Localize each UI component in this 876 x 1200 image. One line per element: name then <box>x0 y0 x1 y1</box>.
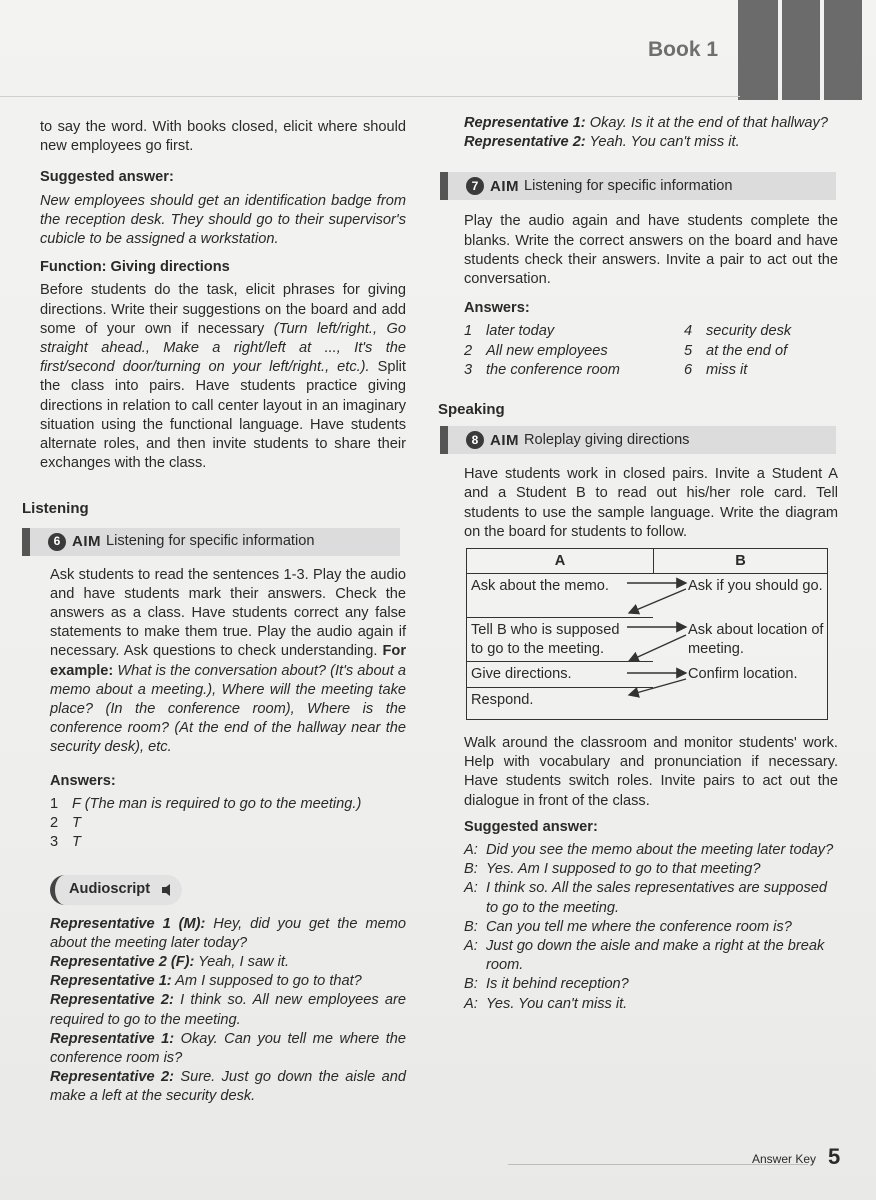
aim-6-number: 6 <box>48 533 66 551</box>
function-text-b: Split the class into pairs. Have students practice giving directions in relation to call center layout in an imaginary situation using the functional language. Have students alternate roles, and then invite students to share their exchanges with the class. <box>40 359 406 472</box>
audioscript-label: Audioscript <box>50 875 182 905</box>
aim-6-instructions <box>50 566 406 758</box>
right-column <box>438 114 838 1014</box>
header-bar <box>738 0 778 100</box>
arrow-left-icon <box>629 679 686 695</box>
intro-text: to say the word. With books closed, elicit where should new employees go first. <box>40 119 406 155</box>
aim-6-text-bold: For example: <box>50 643 406 679</box>
diagram-arrows <box>467 549 829 721</box>
dialogue-line: A: Yes. You can't miss it. <box>464 995 628 1012</box>
dialogue-line: B: Is it behind reception? <box>464 976 629 993</box>
audioscript-line: Representative 2 (F): Yeah, I saw it. <box>50 953 290 970</box>
answer-item: 1 later today <box>464 323 555 340</box>
audioscript-line: Representative 1: Okay. Can you tell me where the conference room is? <box>50 1030 406 1066</box>
answers-list <box>50 795 406 853</box>
diagram-col-b: B <box>735 553 746 570</box>
aim-8-bar <box>440 426 836 454</box>
answer-item: 3 the conference room <box>464 361 620 378</box>
dialogue-line: A: Did you see the memo about the meeting later today? <box>464 842 834 859</box>
diagram-cell-a2: Tell B who is supposed to go to the meeting. <box>471 622 620 658</box>
function-text-italic: (Turn left/right., Go straight ahead., Make a right/left at ..., It's the first/second door/turning on your left/right., etc.). <box>40 320 406 376</box>
diagram-col-a: A <box>467 549 654 573</box>
audioscript <box>50 915 406 1107</box>
diagram-cell-a3: Give directions. <box>471 666 572 683</box>
left-column <box>22 118 406 1107</box>
answers-heading: Answers: <box>50 772 116 789</box>
answer-item: 3 T <box>50 834 81 851</box>
diagram-cell-b3: Confirm location. <box>688 666 798 683</box>
aim-7-label: AIM <box>490 177 519 195</box>
dialogue-line: A: I think so. All the sales representatives are supposed to go to the meeting. <box>464 880 827 916</box>
diagram-cell-b1: Ask if you should go. <box>688 578 823 595</box>
aim-6-text-italic: What is the conversation about? (It's about a memo about a meeting.), Where will the meeting take place? (In the conference room), Where is the conference room? (At the end of the hallway near the security desk), etc. <box>50 662 406 756</box>
dialogue-line: B: Can you tell me where the conference room is? <box>464 918 792 935</box>
dialogue-line: A: Just go down the aisle and make a right at the break room. <box>464 938 825 974</box>
aim-8-text: Roleplay giving directions <box>524 431 690 448</box>
function-text-a: Before students do the task, elicit phrases for giving directions. Write their suggestions on the board and add some of your own if necessary <box>40 282 406 337</box>
audioscript-line: Representative 1: Okay. Is it at the end of that hallway? <box>464 115 828 131</box>
diagram-cell-a4: Respond. <box>471 692 534 709</box>
aim-7-number: 7 <box>466 177 484 195</box>
listening-heading: Listening <box>22 500 89 518</box>
aim-6-text-a: Ask students to read the sentences 1-3. Play the audio and have students mark their answers. Check the answers as a class. Have students correct any false statements to make them true. Play the audio again if necessary. Ask questions to check understanding. <box>50 566 406 660</box>
header-rule <box>0 96 740 97</box>
footer-label: Answer Key <box>752 1152 817 1166</box>
aim-7-instructions: Play the audio again and have students complete the blanks. Write the correct answers on the board and have students check their answers. Invite a pair to act out the conversation. <box>464 213 838 288</box>
aim-6-label: AIM <box>72 533 101 551</box>
aim-7-bar <box>440 172 836 200</box>
arrow-left-icon <box>629 635 686 661</box>
audioscript-line: Representative 1: Am I supposed to go to that? <box>50 973 362 990</box>
answer-item: 1 F (The man is required to go to the meeting.) <box>50 795 362 812</box>
audioscript-line: Representative 2: Yeah. You can't miss it. <box>464 134 740 151</box>
audioscript-pill-wrap <box>50 875 406 905</box>
walk-around-text: Walk around the classroom and monitor students' work. Help with vocabulary and pronunciation if necessary. Have students switch roles. Invite pairs to act out the dialogue in front of the class. <box>464 735 838 809</box>
audioscript-line: Representative 2: I think so. All new employees are required to go to the meeting. <box>50 992 406 1028</box>
dialogue-line: B: Yes. Am I supposed to go to that meeting? <box>464 861 761 878</box>
page-number: 5 <box>828 1144 841 1169</box>
answers-grid <box>464 322 838 380</box>
header-bar <box>824 0 862 100</box>
dialogue <box>464 841 838 1014</box>
suggested-answer-heading: Suggested answer: <box>40 169 174 186</box>
suggested-answer-heading: Suggested answer: <box>464 818 598 835</box>
aim-6-text: Listening for specific information <box>106 533 315 550</box>
aim-8-label: AIM <box>490 431 519 449</box>
aim-6-bar <box>22 528 400 556</box>
function-text <box>40 281 406 473</box>
answers-heading: Answers: <box>464 300 530 317</box>
audioscript-line: Representative 1 (M): Hey, did you get the memo about the meeting later today? <box>50 915 406 951</box>
aim-8-number: 8 <box>466 431 484 449</box>
answer-item: 5 at the end of <box>684 342 788 359</box>
speaker-icon <box>162 884 170 896</box>
speaking-heading: Speaking <box>438 401 505 419</box>
function-heading: Function: Giving directions <box>40 259 230 276</box>
answer-item: 2 All new employees <box>464 342 608 359</box>
suggested-answer-text: New employees should get an identification badge from the reception desk. They should go to their supervisor's cubicle to be assigned a workstation. <box>40 192 406 248</box>
diagram-cell-a1: Ask about the memo. <box>471 578 609 595</box>
directions-diagram <box>466 548 828 720</box>
book-title: Book 1 <box>648 38 719 61</box>
arrow-left-icon <box>629 589 686 613</box>
audioscript-line: Representative 2: Sure. Just go down the aisle and make a left at the security desk. <box>50 1069 406 1105</box>
diagram-cell-b2: Ask about location of meeting. <box>688 622 824 658</box>
answer-item: 4 security desk <box>684 323 792 340</box>
header-bar <box>782 0 820 100</box>
answer-item: 2 T <box>50 815 81 832</box>
aim-8-instructions: Have students work in closed pairs. Invite a Student A and a Student B to read out his/her role card. Tell students to use the sample language. Write the diagram on the board for students to follow. <box>464 466 838 540</box>
answer-item: 6 miss it <box>684 361 748 378</box>
aim-7-text: Listening for specific information <box>524 177 733 194</box>
